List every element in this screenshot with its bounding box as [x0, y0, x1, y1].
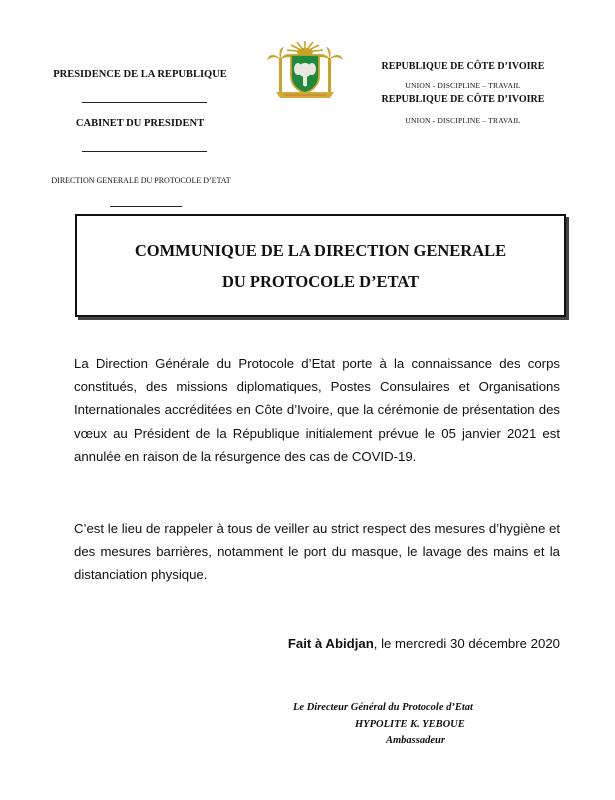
body-paragraph-2: C’est le lieu de rappeler à tous de veiller au strict respect des mesures d’hygiène et des mesures barrières, notamment le port du masque, le lavage des mains et la distanciation physique. [74, 521, 560, 583]
header-cabinet: CABINET DU PRESIDENT [75, 118, 205, 129]
republic-title: REPUBLIQUE DE CÔTE D’IVOIRE [381, 94, 545, 105]
divider [82, 151, 207, 152]
header-republic-block [358, 61, 568, 90]
dateline-place: Fait à Abidjan [287, 636, 374, 651]
dateline [288, 636, 560, 651]
communique-title-box [75, 214, 566, 317]
signatory-role: Le Directeur Général du Protocole d’Etat [293, 702, 473, 713]
header-republic-block [358, 94, 568, 125]
signatory-name: HYPOLITE K. YEBOUE [355, 719, 465, 730]
header-presidence: PRESIDENCE DE LA REPUBLIQUE [53, 69, 227, 80]
body-paragraph-1: La Direction Générale du Protocole d’Etat porte à la connaissance des corps constitués, des missions diplomatiques, Postes Consulaires et Organisations Internationales accréditées en Côte d’Ivoire, que la cérémonie de présentation des vœux au Président de la République initialement prévue le 05 janvier 2021 est annulée en raison de la résurgence des cas de COVID-19. [74, 356, 560, 464]
divider [110, 206, 182, 207]
dateline-date: , le mercredi 30 décembre 2020 [373, 636, 560, 651]
communique-title-line1: COMMUNIQUE DE LA DIRECTION GENERALE [134, 240, 507, 260]
republic-motto: UNION - DISCIPLINE – TRAVAIL [405, 81, 521, 90]
republic-motto: UNION - DISCIPLINE – TRAVAIL [405, 116, 521, 125]
signatory-rank: Ambassadeur [386, 735, 445, 746]
header-direction: DIRECTION GENERALE DU PROTOCOLE D’ETAT [51, 176, 231, 185]
republic-title: REPUBLIQUE DE CÔTE D’IVOIRE [381, 61, 545, 72]
divider [82, 102, 207, 103]
coat-of-arms-emblem [266, 38, 344, 102]
communique-title-line2: DU PROTOCOLE D’ETAT [221, 271, 420, 291]
